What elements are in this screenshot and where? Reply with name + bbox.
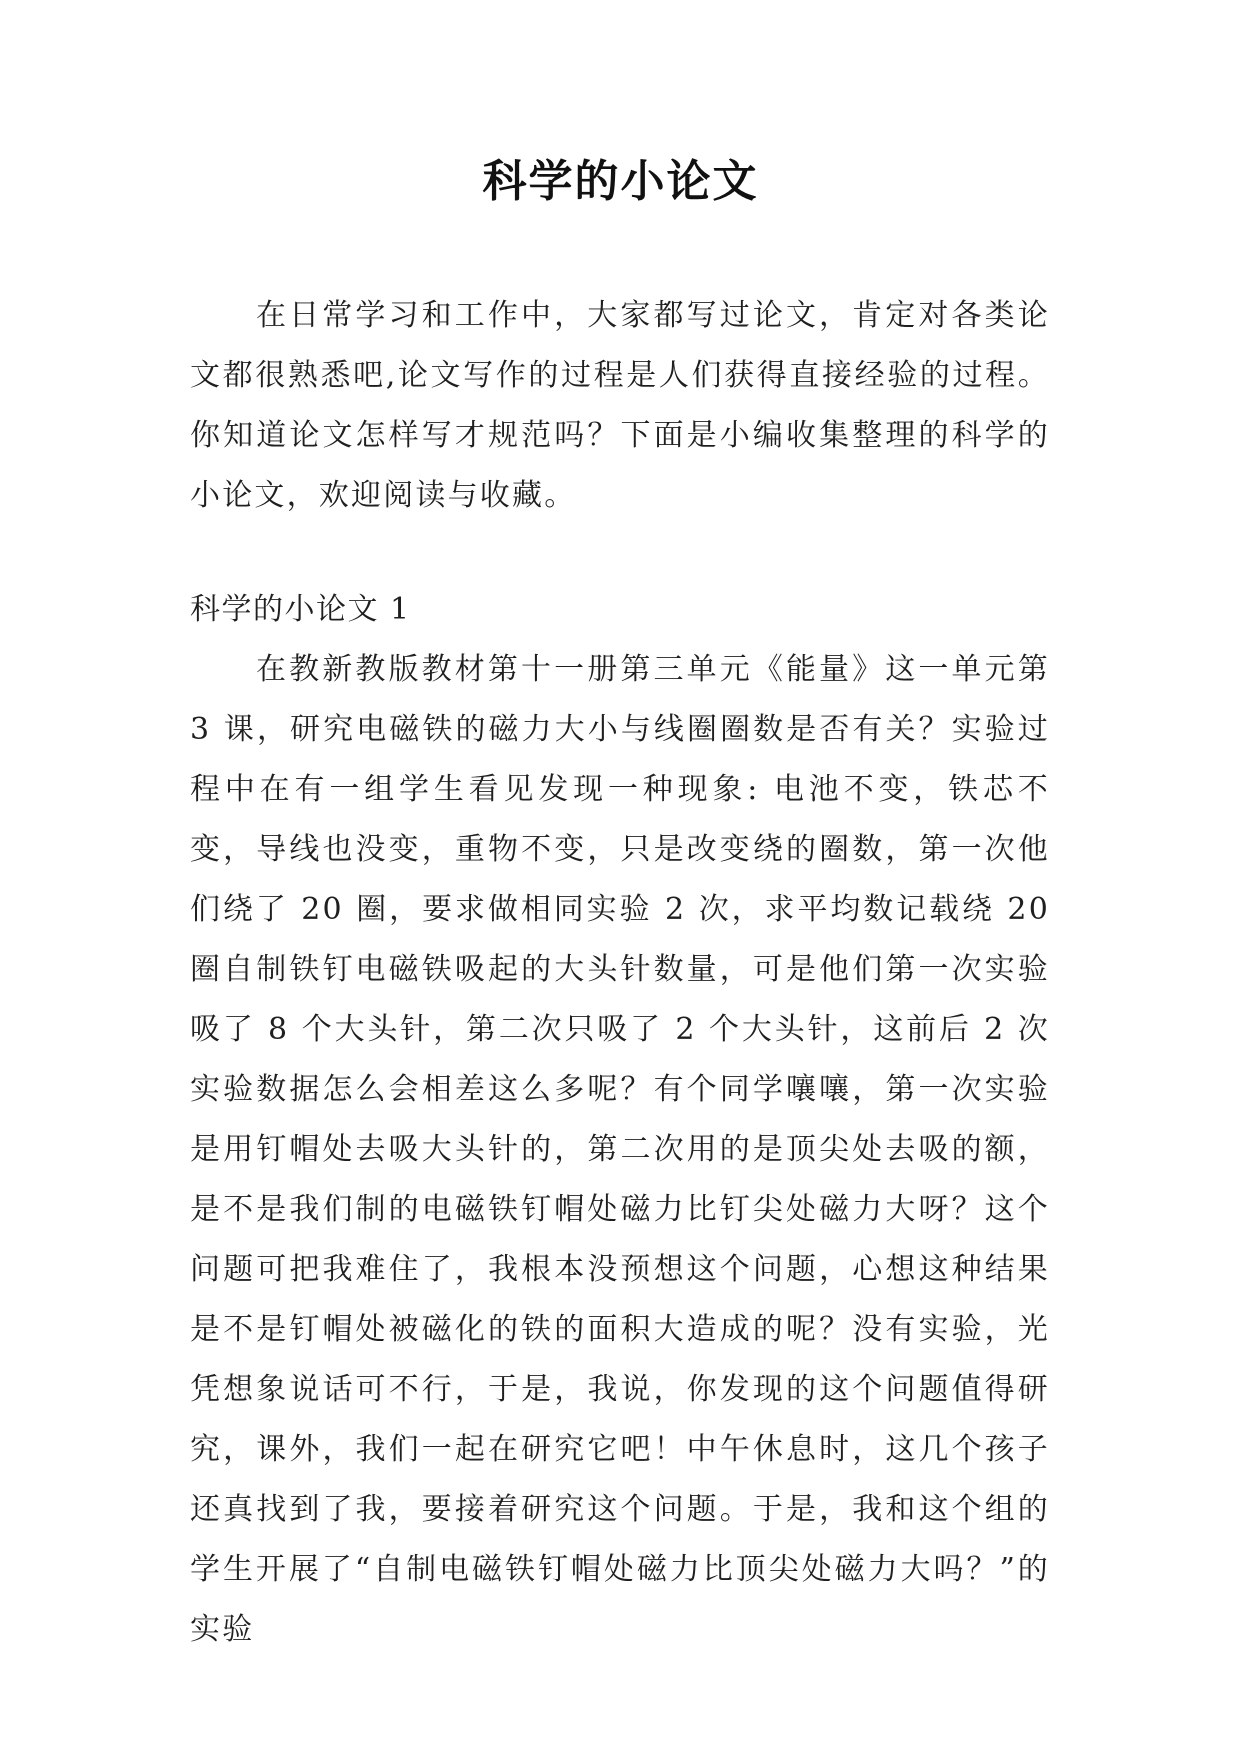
intro-paragraph: 在日常学习和工作中，大家都写过论文，肯定对各类论文都很熟悉吧,论文写作的过程是人们获得直接经验的过程。你知道论文怎样写才规范吗？下面是小编收集整理的科学的小论文，欢迎阅读与收藏。 bbox=[190, 298, 1050, 513]
section-heading: 科学的小论文 1 bbox=[190, 592, 411, 627]
section-paragraph: 在教新教版教材第十一册第三单元《能量》这一单元第 3 课，研究电磁铁的磁力大小与线圈圈数是否有关？实验过程中在有一组学生看见发现一种现象: 电池不变，铁芯不变，导线也没变，重物不变，只是改变绕的圈数，第一次他们绕了 20 圈，要求做相同实验 2 次，求平均数记载绕 20 圈自制铁钉电磁铁吸起的大头针数量，可是他们第一次实验吸了 8 个大头针，第二次只吸了 2 个大头针，这前后 2 次实验数据怎么会相差这么多呢？有个同学嚷嚷，第一次实验是用钉帽处去吸大头针的，第二次用的是顶尖处去吸的额，是不是我们制的电磁铁钉帽处磁力比钉尖处磁力大呀？这个问题可把我难住了，我根本没预想这个问题，心想这种结果是不是钉帽处被磁化的铁的面积大造成的呢？没有实验，光凭想象说话可不行，于是，我说，你发现的这个问题值得研究，课外，我们一起在研究它吧！中午休息时，这几个孩子还真找到了我，要接着研究这个问题。于是，我和这个组的学生开展了“自制电磁铁钉帽处磁力比顶尖处磁力大吗？”的实验 bbox=[190, 652, 1050, 1647]
document-title: 科学的小论文 bbox=[482, 156, 759, 207]
